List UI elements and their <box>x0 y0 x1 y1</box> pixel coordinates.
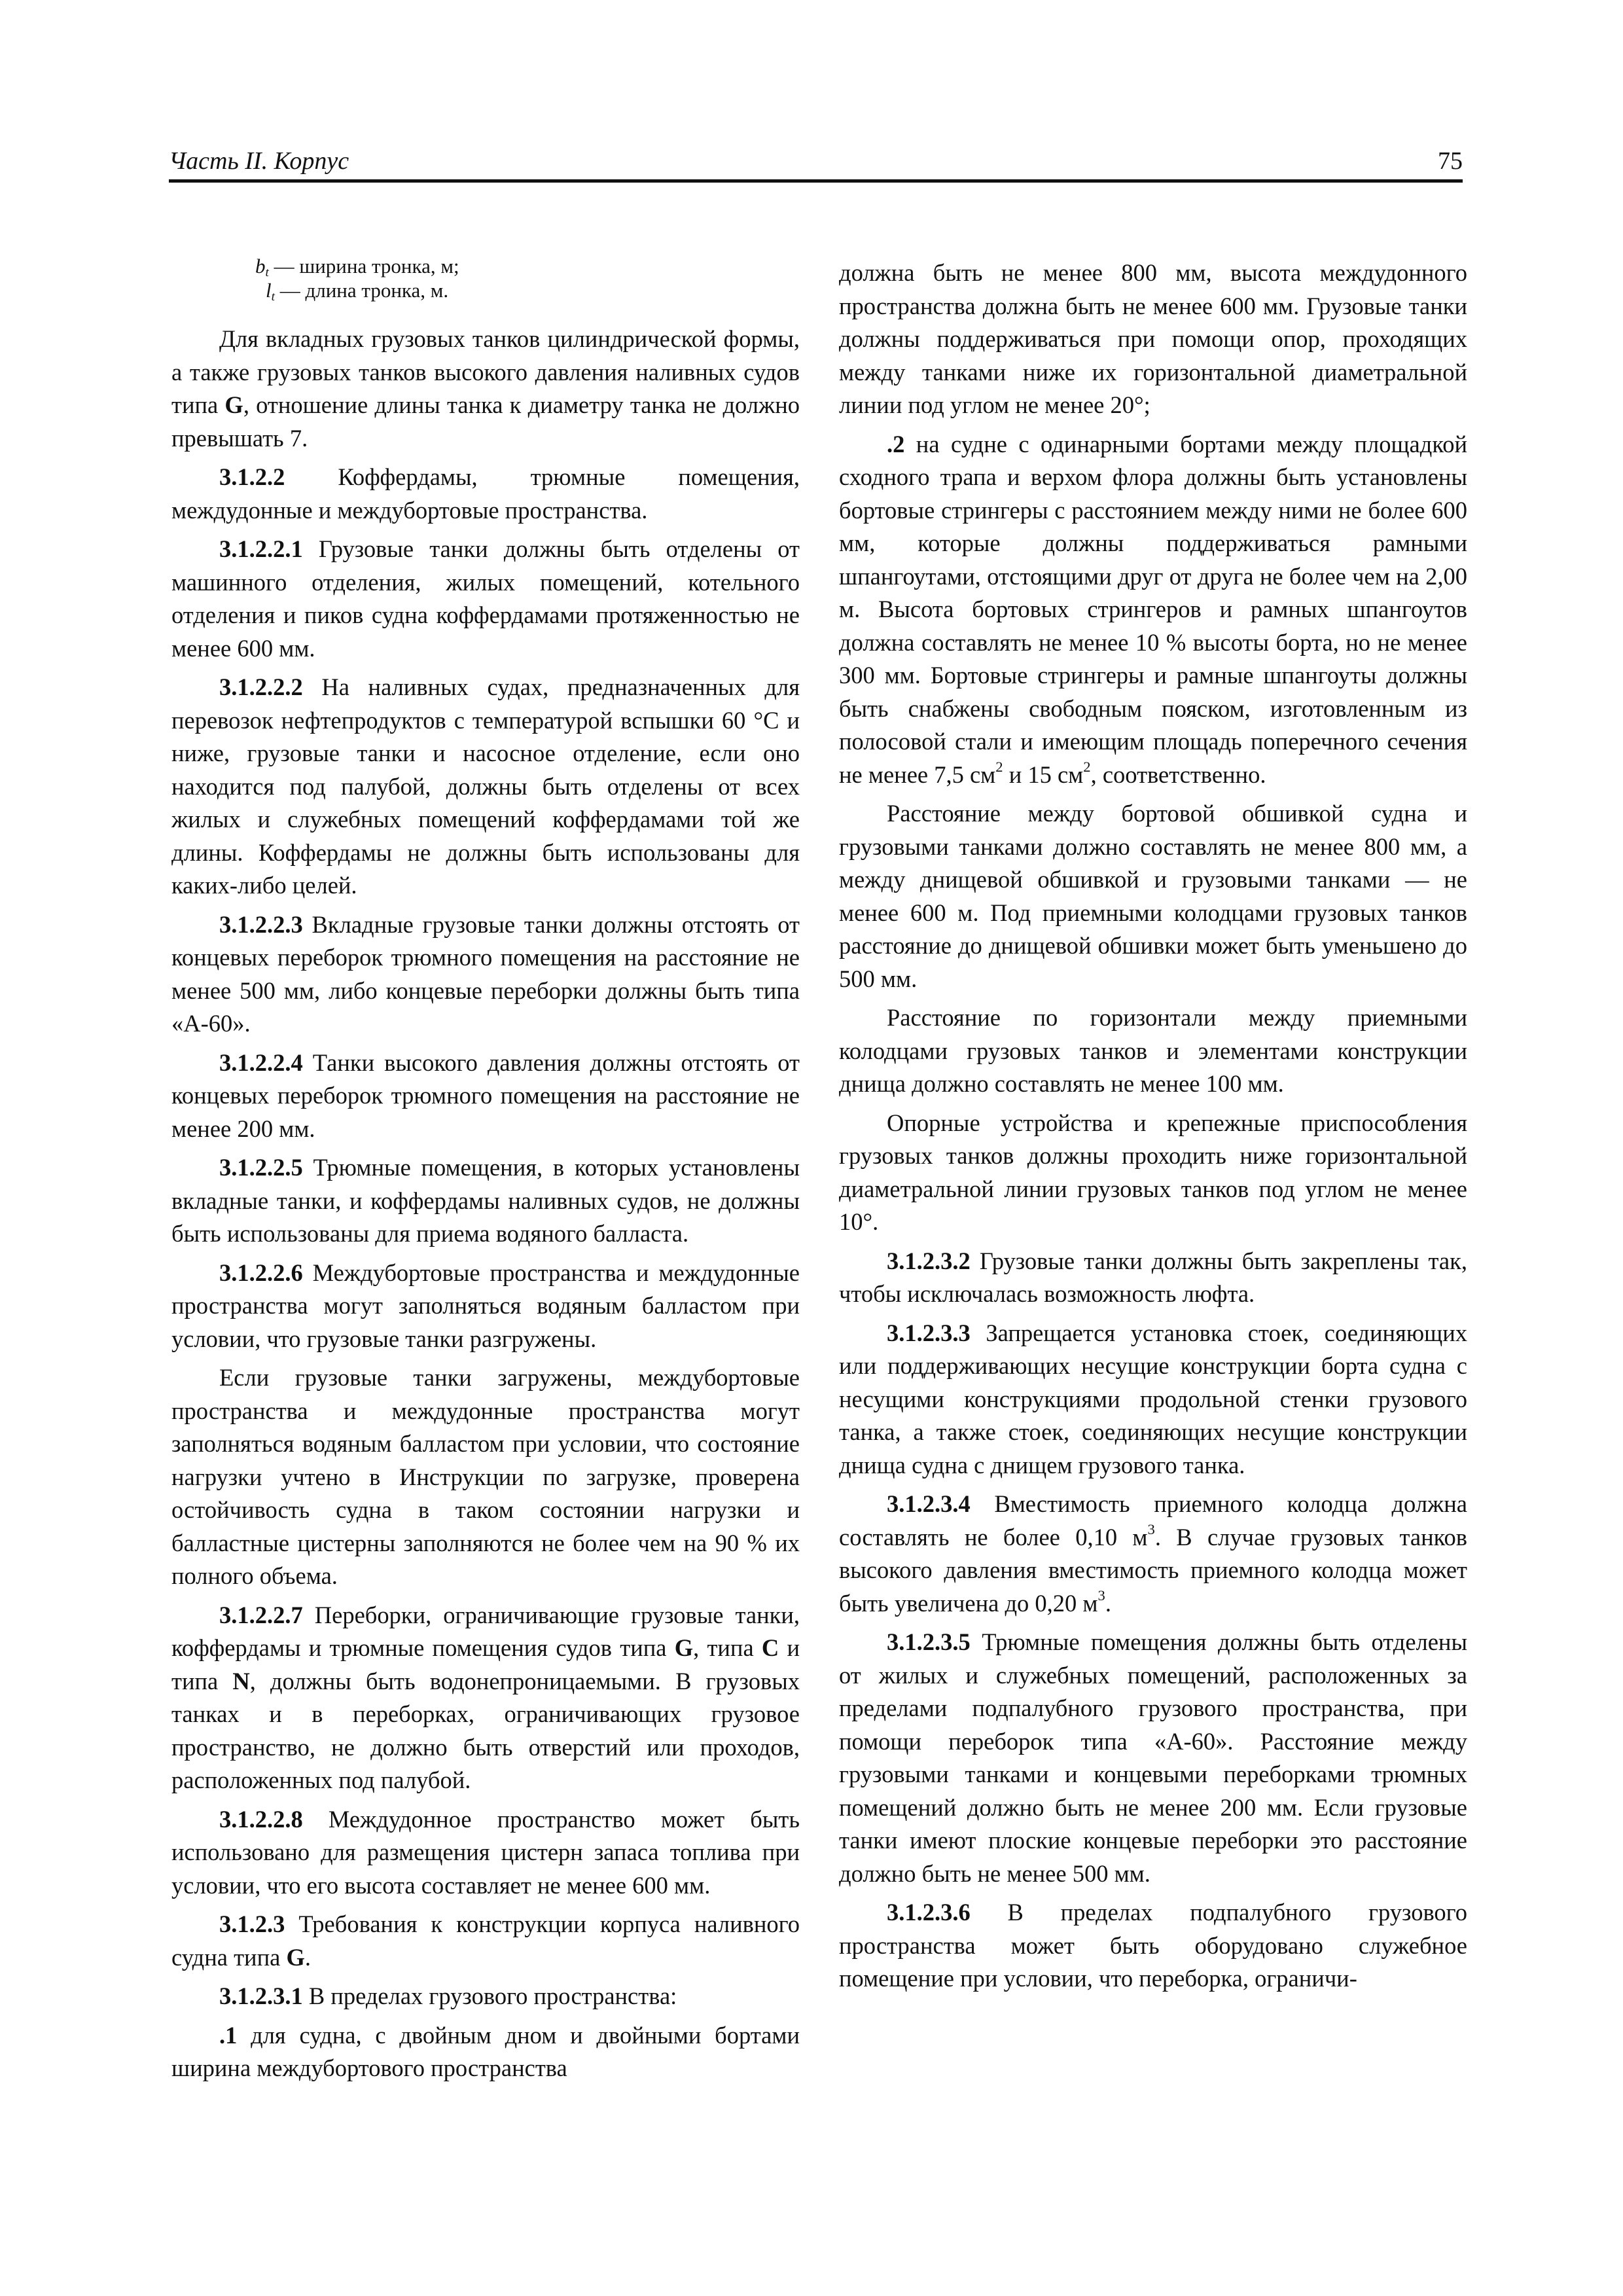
section-3-1-2-3-1: 3.1.2.3.1 В пределах грузового пространства: <box>219 1982 677 2009</box>
page-header <box>169 143 1463 182</box>
right-column <box>839 257 1467 1996</box>
section-number: 3.1.2.3.3 <box>887 1319 971 1346</box>
paragraph-supports: Опорные устройства и крепежные приспособления грузовых танков должны проходить ниже горизонтальной диаметральной линии грузовых танков под углом не менее 10°. <box>839 1109 1467 1235</box>
header-rule <box>169 179 1463 183</box>
section-3-1-2-3: 3.1.2.3 Требования к конструкции корпуса наливного судна типа G. <box>171 1910 800 1971</box>
paragraph-side-distance: Расстояние между бортовой обшивкой судна и грузовыми танками должно составлять не менее 800 мм, а между днищевой обшивкой и грузовыми танками — не менее 600 м. Под приемными колодцами грузовых танков расстояние до днищевой обшивки может быть уменьшено до 500 мм. <box>839 800 1467 992</box>
section-number: 3.1.2.3.5 <box>887 1628 971 1655</box>
section-3-1-2-2-4: 3.1.2.2.4 Танки высокого давления должны отстоять от концевых переборок трюмного помещения на расстояние не менее 200 мм. <box>171 1049 800 1142</box>
list-item-number: .1 <box>219 2021 238 2049</box>
list-item-2: .2 на судне с одинарными бортами между площадкой сходного трапа и верхом флора должны быть установлены бортовые стрингеры с расстоянием между ними не более 600 мм, которые должны поддерживаться рамными шпангоутами, отстоящими друг от друга не более чем на 2,00 м. Высота бортовых стрингеров и рамных шпангоутов должна составлять не менее 10 % высоты борта, но не менее 300 мм. Бортовые стрингеры и рамные шпангоуты должны быть снабжены свободным пояском, изготовленным из полосовой стали и имеющим площадь поперечного сечения не менее 7,5 $см^2$ и 15 $см^2$, соответственно. <box>839 430 1467 788</box>
section-3-1-2-3-6: 3.1.2.3.6 В пределах подпалубного грузового пространства может быть оборудовано служебное помещение при условии, что переборка, ограничи- <box>839 1899 1467 1992</box>
paragraph-loaded-tanks: Если грузовые танки загружены, междубортовые пространства и междудонные пространства могут заполняться водяным балластом при условии, что состояние нагрузки учтено в Инструкции по загрузке, проверена остойчивость судна в таком состоянии нагрузки и балластные цистерны заполняются не более чем на 90 % их полного объема. <box>171 1364 800 1589</box>
formula-legend <box>255 254 800 302</box>
list-item-number: .2 <box>887 430 905 457</box>
section-number: 3.1.2.2.7 <box>219 1601 303 1628</box>
section-3-1-2-2: 3.1.2.2 Коффердамы, трюмные помещения, междудонные и междубортовые пространства. <box>171 463 800 524</box>
section-number: 3.1.2.3.6 <box>887 1899 971 1926</box>
section-3-1-2-3-4: 3.1.2.3.4 Вместимость приемного колодца должна составлять не более 0,10 $м^3$. В случае грузовых танков высокого давления вместимость приемного колодца может быть увеличена до 0,20 $м^3$. <box>839 1490 1468 1617</box>
list-item-1: .1 для судна, с двойным дном и двойными бортами ширина междубортового пространства <box>171 2021 800 2081</box>
paragraph-horizontal-distance: Расстояние по горизонтали между приемными колодцами грузовых танков и элементами конструкции днища должно составлять не менее 100 мм. <box>839 1004 1467 1097</box>
section-3-1-2-2-5: 3.1.2.2.5 Трюмные помещения, в которых установлены вкладные танки, и коффердамы наливных судов, не должны быть использованы для приема водяного балласта. <box>171 1154 800 1247</box>
paragraph-item1-continued: должна быть не менее 800 мм, высота междудонного пространства должна быть не менее 600 мм. Грузовые танки должны поддерживаться при помощи опор, проходящих между танками ниже их горизонтальной диаметральной линии под углом не менее 20°; <box>839 259 1467 418</box>
section-number: 3.1.2.2.5 <box>219 1154 303 1181</box>
section-number: 3.1.2.2.2 <box>219 673 303 700</box>
section-3-1-2-3-5: 3.1.2.3.5 Трюмные помещения должны быть отделены от жилых и служебных помещений, расположенных за пределами подпалубного грузового пространства, при помощи переборок типа «А-60». Расстояние между грузовыми танками и концевыми переборками трюмных помещений должно быть не менее 200 мм. Если грузовые танки имеют плоские концевые переборки это расстояние должно быть не менее 500 мм. <box>839 1628 1467 1887</box>
section-3-1-2-3-3: 3.1.2.3.3 Запрещается установка стоек, соединяющих или поддерживающих несущие конструкции борта судна с несущими конструкциями продольной стенки грузового танка, а также стоек, соединяющих несущие конструкции днища судна с днищем грузового танка. <box>839 1319 1467 1479</box>
section-3-1-2-2-1: 3.1.2.2.1 Грузовые танки должны быть отделены от машинного отделения, жилых помещений, котельного отделения и пиков судна коффердамами протяженностью не менее 600 мм. <box>171 535 800 662</box>
running-title: Часть II. Корпус <box>169 147 349 175</box>
left-column <box>171 254 800 2085</box>
legend-line-length: $l_t$ — длина тронка, м. <box>266 279 449 304</box>
section-3-1-2-2-8: 3.1.2.2.8 Междудонное пространство может быть использовано для размещения цистерн запаса топлива при условии, что его высота составляет не менее 600 мм. <box>171 1805 800 1899</box>
section-number: 3.1.2.3.4 <box>887 1490 971 1517</box>
section-3-1-2-2-7: 3.1.2.2.7 Переборки, ограничивающие грузовые танки, коффердамы и трюмные помещения судов типа G, типа C и типа N, должны быть водонепроницаемыми. В грузовых танках и в переборках, ограничивающих грузовое пространство, не должно быть отверстий или проходов, расположенных под палубой. <box>171 1601 800 1793</box>
section-number: 3.1.2.3.2 <box>887 1247 971 1274</box>
section-number: 3.1.2.3.1 <box>219 1982 303 2009</box>
section-number: 3.1.2.2 <box>219 463 285 490</box>
section-number: 3.1.2.2.4 <box>219 1049 303 1076</box>
section-number: 3.1.2.2.1 <box>219 535 303 562</box>
legend-line-width: $b_t$ — ширина тронка, м; <box>255 255 459 279</box>
section-3-1-2-3-2: 3.1.2.3.2 Грузовые танки должны быть закреплены так, чтобы исключалась возможность люфта. <box>839 1247 1467 1307</box>
section-3-1-2-2-3: 3.1.2.2.3 Вкладные грузовые танки должны отстоять от концевых переборок трюмного помещения на расстояние не менее 500 мм, либо концевые переборки должны быть типа «А-60». <box>171 910 800 1037</box>
section-number: 3.1.2.3 <box>219 1910 285 1937</box>
section-number: 3.1.2.2.6 <box>219 1259 303 1286</box>
page-number: 75 <box>1438 147 1463 175</box>
section-3-1-2-2-6: 3.1.2.2.6 Междубортовые пространства и междудонные пространства могут заполняться водяным балластом при условии, что грузовые танки разгружены. <box>171 1259 800 1352</box>
section-number: 3.1.2.2.8 <box>219 1805 303 1833</box>
paragraph-cylindrical-tanks: Для вкладных грузовых танков цилиндрической формы, а также грузовых танков высокого давления наливных судов типа G, отношение длины танка к диаметру танка не должно превышать 7. <box>171 325 800 452</box>
section-3-1-2-2-2: 3.1.2.2.2 На наливных судах, предназначенных для перевозок нефтепродуктов с температурой вспышки 60 °C и ниже, грузовые танки и насосное отделение, если оно находится под палубой, должны быть отделены от всех жилых и служебных помещений коффердамами той же длины. Коффердамы не должны быть использованы для каких-либо целей. <box>171 673 800 899</box>
section-number: 3.1.2.2.3 <box>219 910 303 938</box>
